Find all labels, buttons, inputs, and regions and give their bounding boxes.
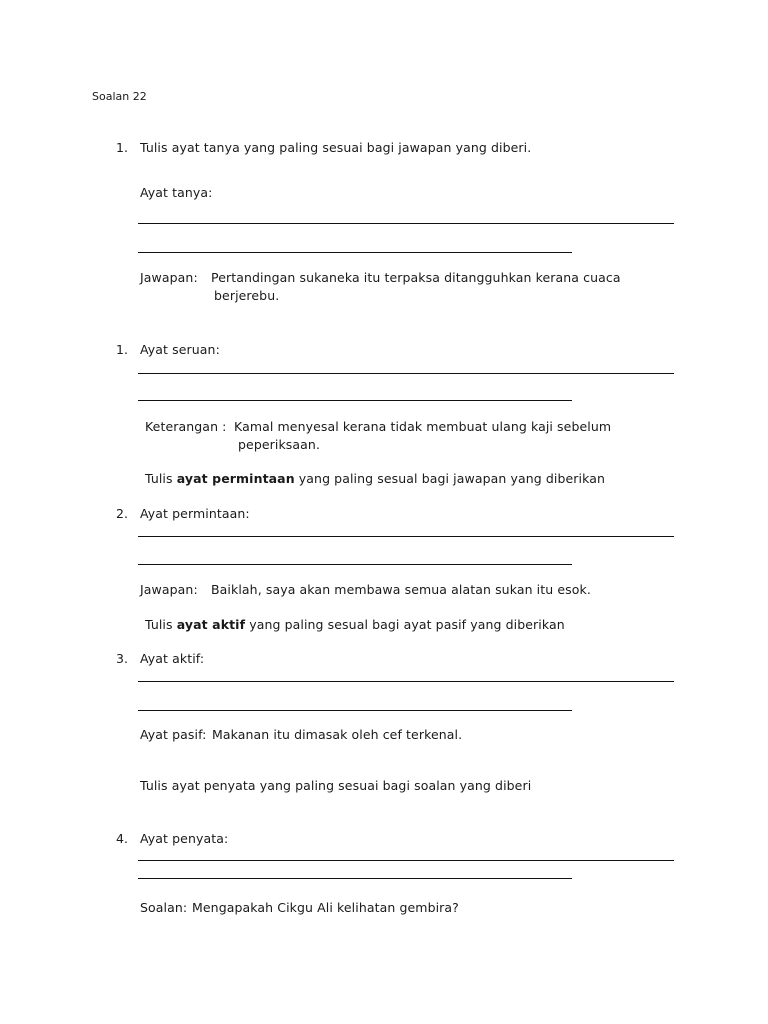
q3-instruction-pre: Tulis xyxy=(145,471,177,486)
q3-instruction-post: yang paling sesual bagi jawapan yang diberikan xyxy=(294,471,606,486)
q1-answer-text-line1: Pertandingan sukaneka itu terpaksa ditangguhkan kerana cuaca xyxy=(211,270,621,285)
q5-answer-line-1[interactable] xyxy=(138,860,674,861)
q2-info-label: Keterangan : xyxy=(145,419,227,434)
q1-answer-line-2[interactable] xyxy=(138,252,572,253)
q2-number: 1. xyxy=(116,342,129,357)
q4-label: Ayat aktif: xyxy=(140,651,205,666)
q5-label: Ayat penyata: xyxy=(140,831,229,846)
q4-instruction-bold: ayat aktif xyxy=(176,617,246,632)
page-title: Soalan 22 xyxy=(92,90,147,103)
q2-info-text-line1: Kamal menyesal kerana tidak membuat ulang kaji sebelum xyxy=(234,419,612,434)
q1-number: 1. xyxy=(116,140,129,155)
q4-passive-text: Makanan itu dimasak oleh cef terkenal. xyxy=(212,727,463,742)
q1-answer-line-1[interactable] xyxy=(138,223,674,224)
q4-answer-line-1[interactable] xyxy=(138,681,674,682)
q2-answer-line-1[interactable] xyxy=(138,373,674,374)
q5-answer-line-2[interactable] xyxy=(138,878,572,879)
q2-label: Ayat seruan: xyxy=(140,342,220,357)
q5-question-label: Soalan: xyxy=(140,900,188,915)
q4-number: 3. xyxy=(116,651,129,666)
q4-instruction-pre: Tulis xyxy=(145,617,177,632)
q1-label: Ayat tanya: xyxy=(140,185,213,200)
q3-answer-label: Jawapan: xyxy=(140,582,198,597)
q4-instruction-post: yang paling sesual bagi ayat pasif yang diberikan xyxy=(245,617,565,632)
q5-number: 4. xyxy=(116,831,129,846)
q3-answer-line-2[interactable] xyxy=(138,564,572,565)
q3-answer-text: Baiklah, saya akan membawa semua alatan sukan itu esok. xyxy=(211,582,591,597)
q2-answer-line-2[interactable] xyxy=(138,400,572,401)
q1-answer-label: Jawapan: xyxy=(140,270,198,285)
q2-info-text-line2: peperiksaan. xyxy=(238,437,321,452)
q1-answer-text-line2: berjerebu. xyxy=(214,288,280,303)
q4-instruction xyxy=(145,619,565,632)
q5-question-text: Mengapakah Cikgu Ali kelihatan gembira? xyxy=(192,900,459,915)
q3-answer-line-1[interactable] xyxy=(138,536,674,537)
q5-instruction: Tulis ayat penyata yang paling sesuai bagi soalan yang diberi xyxy=(140,778,532,793)
q3-instruction xyxy=(145,473,605,486)
q1-instruction: Tulis ayat tanya yang paling sesuai bagi jawapan yang diberi. xyxy=(140,140,532,155)
q4-passive-label: Ayat pasif: xyxy=(140,727,207,742)
q3-instruction-bold: ayat permintaan xyxy=(176,471,295,486)
q3-label: Ayat permintaan: xyxy=(140,506,250,521)
q3-number: 2. xyxy=(116,506,129,521)
q4-answer-line-2[interactable] xyxy=(138,710,572,711)
